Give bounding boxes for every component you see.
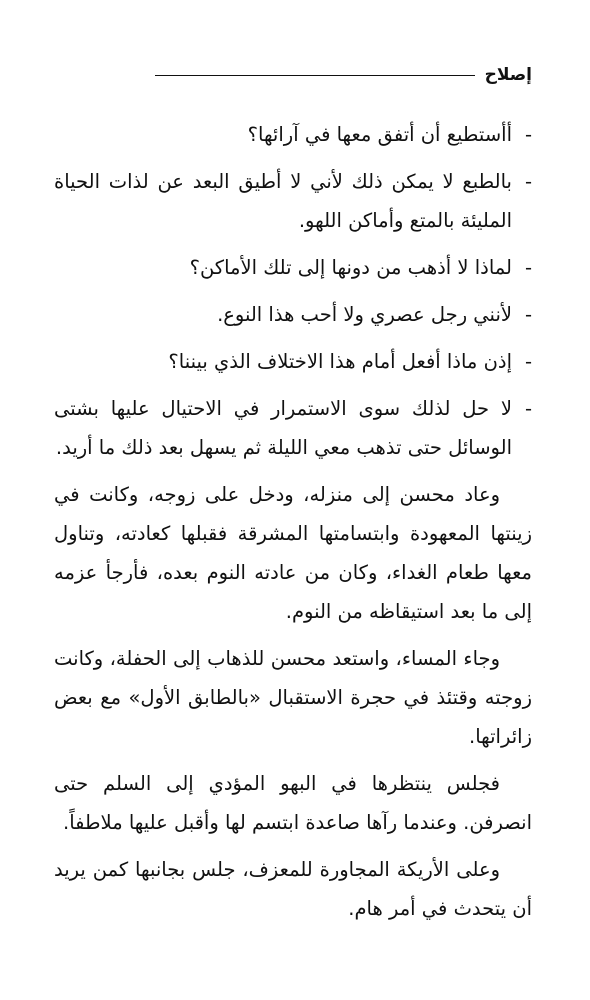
page-body <box>54 115 532 936</box>
dialogue-line <box>54 342 532 381</box>
dash-marker: - <box>524 256 532 279</box>
dialogue-line <box>54 162 532 240</box>
dialogue-text: إذن ماذا أفعل أمام هذا الاختلاف الذي بيننا؟ <box>168 350 512 373</box>
dialogue-text: أأستطيع أن أتفق معها في آرائها؟ <box>247 123 512 146</box>
dialogue-text: لأنني رجل عصري ولا أحب هذا النوع. <box>217 303 512 326</box>
dash-marker: - <box>524 303 532 326</box>
dash-marker: - <box>524 123 532 146</box>
dialogue-line <box>54 248 532 287</box>
running-header <box>132 60 532 90</box>
dialogue-text: بالطبع لا يمكن ذلك لأني لا أطيق البعد عن لذات الحياة المليئة بالمتع وأماكن اللهو. <box>54 170 512 232</box>
dialogue-line <box>54 389 532 467</box>
narrative-paragraph: وعلى الأريكة المجاورة للمعزف، جلس بجانبها كمن يريد أن يتحدث في أمر هام. <box>54 858 532 920</box>
dialogue-list <box>54 115 532 467</box>
dash-marker: - <box>524 170 532 193</box>
header-rule <box>155 75 475 76</box>
dash-marker: - <box>524 397 532 420</box>
narrative-paragraph: وعاد محسن إلى منزله، ودخل على زوجه، وكانت في زينتها المعهودة وابتسامتها المشرقة فقبلها كعادته، وتناول معها طعام الغداء، وكان من عادته النوم بعده، فأرجأ عزمه إلى ما بعد استيقاظه من النوم. <box>54 483 532 623</box>
chapter-title: إصلاح <box>484 65 532 85</box>
narrative-paragraph: وجاء المساء، واستعد محسن للذهاب إلى الحفلة، وكانت زوجته وقتئذ في حجرة الاستقبال «بالطابق الأول» مع بعض زائراتها. <box>54 647 532 748</box>
dialogue-line <box>54 295 532 334</box>
dialogue-text: لماذا لا أذهب من دونها إلى تلك الأماكن؟ <box>189 256 512 279</box>
dialogue-line <box>54 115 532 154</box>
dash-marker: - <box>524 350 532 373</box>
narrative-paragraph: فجلس ينتظرها في البهو المؤدي إلى السلم حتى انصرفن. وعندما رآها صاعدة ابتسم لها وأقبل عليها ملاطفاً. <box>54 772 532 834</box>
dialogue-text: لا حل لذلك سوى الاستمرار في الاحتيال عليها بشتى الوسائل حتى تذهب معي الليلة ثم يسهل بعد ذلك ما أريد. <box>54 397 512 459</box>
